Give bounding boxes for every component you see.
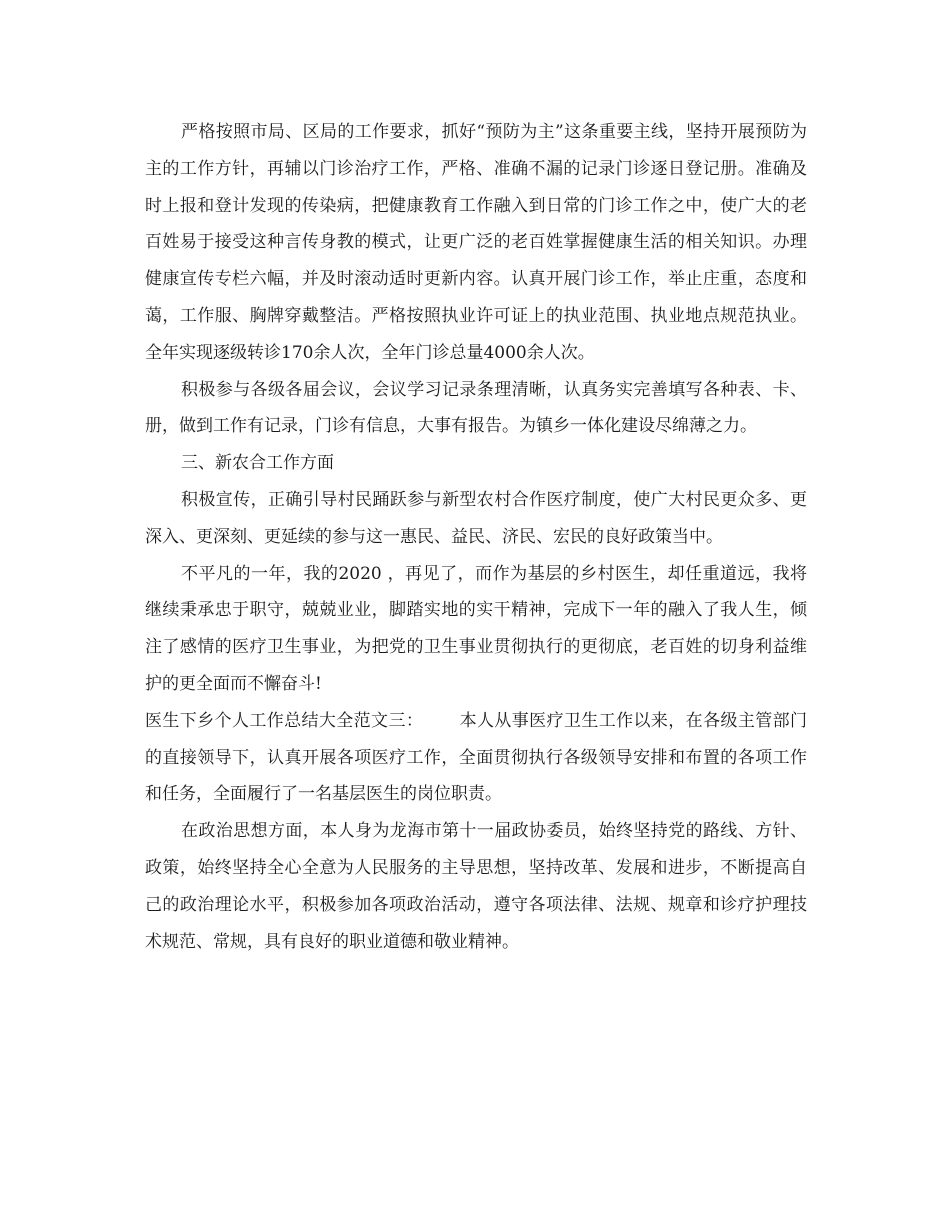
sample-intro-text: 本人从事医疗卫生工作以来，在各级主管部门的直接领导下，认真开展各项医疗工作，全面贯彻执行各级领导安排和布置的各项工作和任务，全面履行了一名基层医生的岗位职责。 [145, 710, 808, 805]
sample-title: 医生下乡个人工作总结大全范文三： [145, 710, 424, 731]
document-body [145, 114, 807, 960]
paragraph-publicity: 积极宣传，正确引导村民踊跃参与新型农村合作医疗制度，使广大村民更众多、更深入、更深刻、更延续的参与这一惠民、益民、济民、宏民的良好政策当中。 [145, 489, 807, 547]
paragraph-sample-three [145, 703, 807, 813]
paragraph-year-closing: 不平凡的一年，我的2020 ，再见了，而作为基层的乡村医生，却任重道远，我将继续秉承忠于职守，兢兢业业，脚踏实地的实干精神，完成下一年的融入了我人生，倾注了感情的医疗卫生事业，为把党的卫生事业贯彻执行的更彻底，老百姓的切身利益维护的更全面而不懈奋斗! [145, 563, 807, 694]
section-heading-new-rural-cooperative: 三、新农合工作方面 [181, 453, 334, 474]
paragraph-meetings: 积极参与各级各届会议，会议学习记录条理清晰，认真务实完善填写各种表、卡、册，做到工作有记录，门诊有信息，大事有报告。为镇乡一体化建设尽绵薄之力。 [145, 379, 807, 437]
paragraph-political-thought: 在政治思想方面，本人身为龙海市第十一届政协委员，始终坚持党的路线、方针、政策，始终坚持全心全意为人民服务的主导思想，坚持改革、发展和进步，不断提高自己的政治理论水平，积极参加各项政治活动，遵守各项法律、法规、规章和诊疗护理技术规范、常规，具有良好的职业道德和敬业精神。 [145, 821, 807, 952]
paragraph-prevention: 严格按照市局、区局的工作要求，抓好“预防为主”这条重要主线，坚持开展预防为主的工作方针，再辅以门诊治疗工作，严格、准确不漏的记录门诊逐日登记册。准确及时上报和登计发现的传染病，把健康教育工作融入到日常的门诊工作之中，使广大的老百姓易于接受这种言传身教的模式，让更广泛的老百姓掌握健康生活的相关知识。办理健康宣传专栏六幅，并及时滚动适时更新内容。认真开展门诊工作，举止庄重，态度和蔼，工作服、胸牌穿戴整洁。严格按照执业许可证上的执业范围、执业地点规范执业。全年实现逐级转诊170余人次，全年门诊总量4000余人次。 [145, 122, 807, 363]
